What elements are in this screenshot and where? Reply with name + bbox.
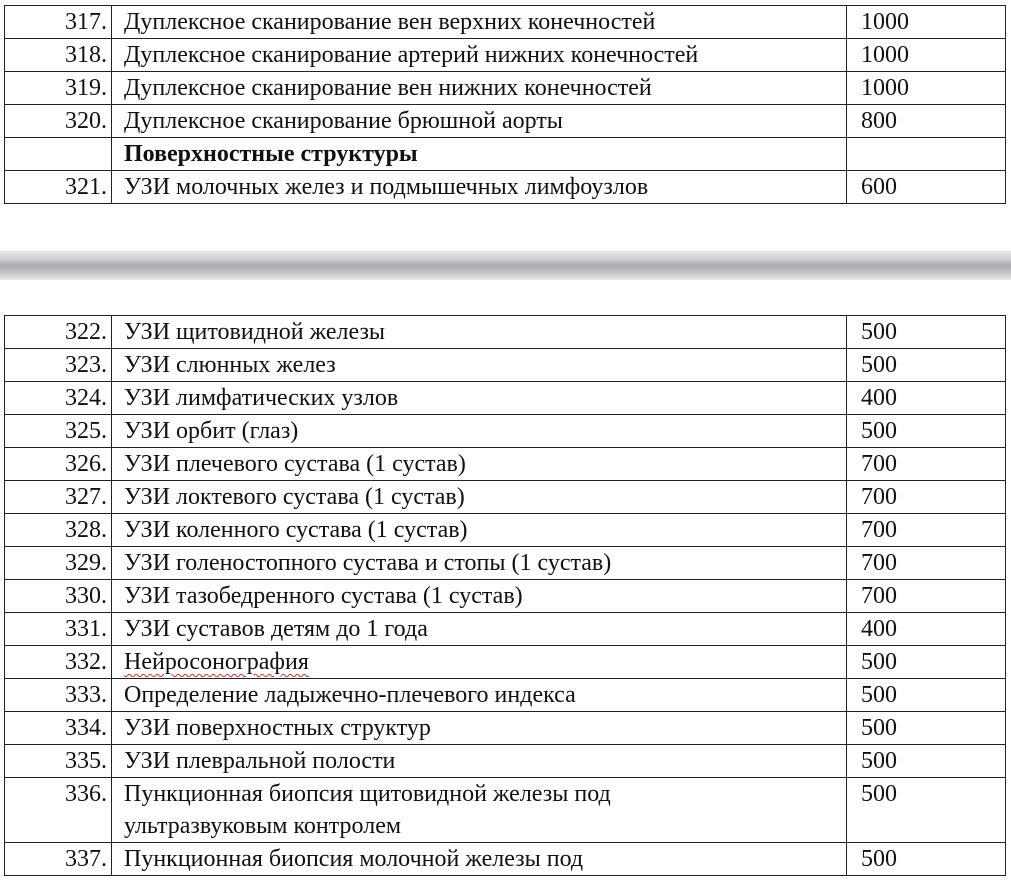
table-row (5, 481, 1006, 514)
service-name: УЗИ коленного сустава (1 сустав) (112, 514, 847, 547)
service-name-line: ультразвуковым контролем (124, 813, 402, 839)
row-number: 334. (5, 712, 112, 745)
row-number: 322. (5, 316, 112, 349)
service-name: УЗИ орбит (глаз) (112, 415, 847, 448)
table-row (5, 613, 1006, 646)
section-heading-row (5, 138, 1006, 171)
service-name (112, 646, 847, 679)
section-heading: Поверхностные структуры (112, 138, 847, 171)
row-number: 331. (5, 613, 112, 646)
service-name: УЗИ тазобедренного сустава (1 сустав) (112, 580, 847, 613)
row-number: 332. (5, 646, 112, 679)
table-row (5, 778, 1006, 843)
table-row (5, 580, 1006, 613)
price-table-bottom (4, 315, 1006, 876)
page-break-divider (0, 251, 1011, 280)
service-name: Дуплексное сканирование артерий нижних конечностей (112, 39, 847, 72)
row-number: 330. (5, 580, 112, 613)
service-price: 1000 (847, 72, 1006, 105)
table-row (5, 316, 1006, 349)
row-number (5, 138, 112, 171)
table-row (5, 843, 1006, 876)
table-row (5, 646, 1006, 679)
table-row (5, 349, 1006, 382)
row-number: 325. (5, 415, 112, 448)
row-number: 328. (5, 514, 112, 547)
service-price: 500 (847, 745, 1006, 778)
row-number: 333. (5, 679, 112, 712)
service-name: УЗИ лимфатических узлов (112, 382, 847, 415)
row-number: 326. (5, 448, 112, 481)
service-name: УЗИ суставов детям до 1 года (112, 613, 847, 646)
table-row (5, 415, 1006, 448)
table-row (5, 171, 1006, 204)
service-price: 1000 (847, 6, 1006, 39)
service-price: 700 (847, 481, 1006, 514)
service-name: УЗИ голеностопного сустава и стопы (1 сустав) (112, 547, 847, 580)
service-price (847, 138, 1006, 171)
table-row (5, 39, 1006, 72)
table-row (5, 712, 1006, 745)
service-price: 500 (847, 679, 1006, 712)
service-price: 400 (847, 382, 1006, 415)
row-number: 336. (5, 778, 112, 843)
row-number: 323. (5, 349, 112, 382)
service-price: 700 (847, 580, 1006, 613)
service-price: 700 (847, 547, 1006, 580)
service-name: УЗИ щитовидной железы (112, 316, 847, 349)
service-name: Пункционная биопсия молочной железы под (112, 843, 847, 876)
table-row (5, 448, 1006, 481)
service-price: 400 (847, 613, 1006, 646)
row-number: 317. (5, 6, 112, 39)
service-price: 500 (847, 712, 1006, 745)
row-number: 337. (5, 843, 112, 876)
table-row (5, 72, 1006, 105)
service-name: УЗИ плевральной полости (112, 745, 847, 778)
row-number: 319. (5, 72, 112, 105)
row-number: 327. (5, 481, 112, 514)
price-table-top (4, 5, 1006, 204)
row-number: 335. (5, 745, 112, 778)
service-price: 1000 (847, 39, 1006, 72)
service-price: 500 (847, 415, 1006, 448)
cropped-previous-row (4, 0, 1005, 4)
table-row (5, 514, 1006, 547)
row-number: 324. (5, 382, 112, 415)
service-name-line: Пункционная биопсия щитовидной железы под (124, 781, 611, 807)
service-name: Определение ладыжечно-плечевого индекса (112, 679, 847, 712)
table-row (5, 382, 1006, 415)
service-name: Дуплексное сканирование вен нижних конечностей (112, 72, 847, 105)
table-row (5, 679, 1006, 712)
spellcheck-underlined-text: Нейросонография (124, 649, 309, 675)
service-price: 700 (847, 514, 1006, 547)
row-number: 321. (5, 171, 112, 204)
service-name: Дуплексное сканирование вен верхних конечностей (112, 6, 847, 39)
service-name: УЗИ слюнных желез (112, 349, 847, 382)
row-number: 329. (5, 547, 112, 580)
table-row (5, 547, 1006, 580)
service-name: УЗИ локтевого сустава (1 сустав) (112, 481, 847, 514)
service-price: 500 (847, 646, 1006, 679)
service-price: 500 (847, 316, 1006, 349)
service-name: УЗИ молочных желез и подмышечных лимфоузлов (112, 171, 847, 204)
service-price: 700 (847, 448, 1006, 481)
service-price: 500 (847, 349, 1006, 382)
table-row (5, 105, 1006, 138)
table-row (5, 6, 1006, 39)
service-name: УЗИ плечевого сустава (1 сустав) (112, 448, 847, 481)
service-price: 500 (847, 843, 1006, 876)
service-name: Дуплексное сканирование брюшной аорты (112, 105, 847, 138)
service-price: 600 (847, 171, 1006, 204)
row-number: 318. (5, 39, 112, 72)
service-price: 800 (847, 105, 1006, 138)
service-price: 500 (847, 778, 1006, 843)
service-name (112, 778, 847, 843)
row-number: 320. (5, 105, 112, 138)
table-row (5, 745, 1006, 778)
service-name: УЗИ поверхностных структур (112, 712, 847, 745)
